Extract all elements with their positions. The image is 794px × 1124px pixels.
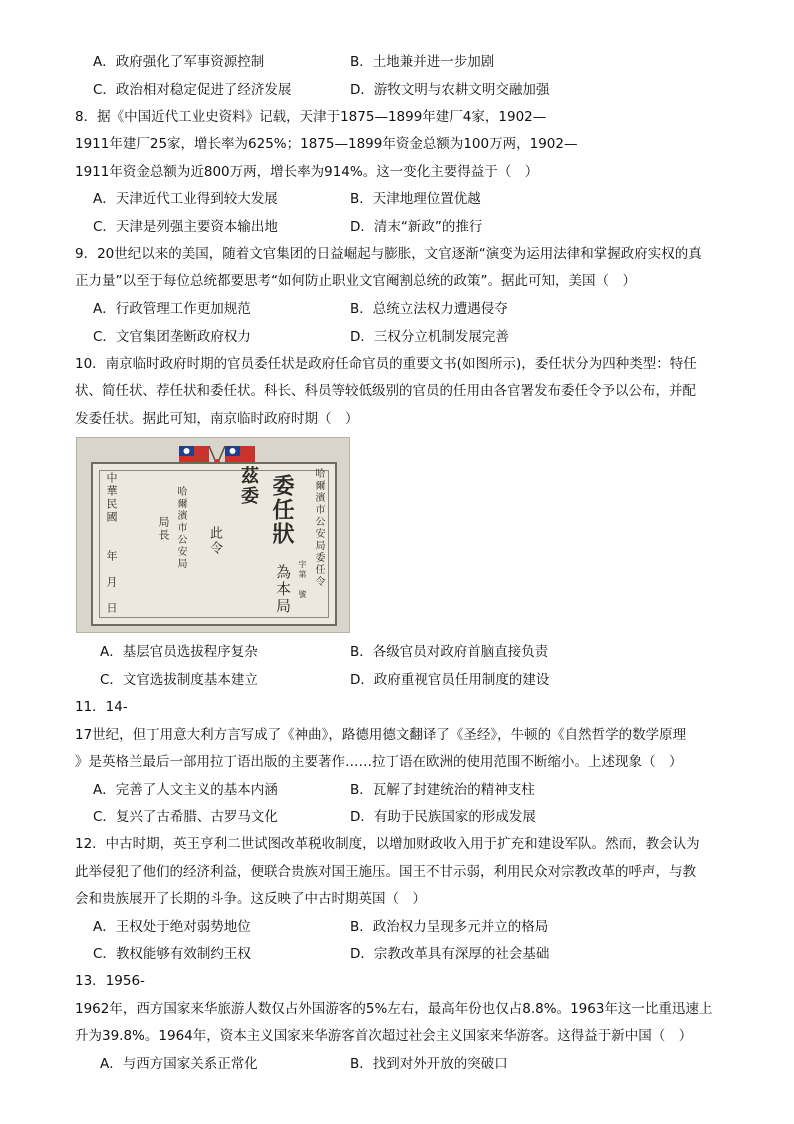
q12-stem-line-2: 此举侵犯了他们的经济利益，便联合贵族对国王施压。国王不甘示弱，利用民众对宗教改革的呼声，与教 xyxy=(75,864,696,880)
q7-option-b: B．土地兼并进一步加剧 xyxy=(350,54,495,70)
certificate-number-column: 字第 號 xyxy=(298,560,307,600)
certificate-chief-column: 局長 xyxy=(157,516,170,542)
certificate-order-column: 此令 xyxy=(207,526,222,556)
q10-option-b: B．各级官员对政府首脑直接负责 xyxy=(350,644,549,660)
q7-option-d: D．游牧文明与农耕文明交融加强 xyxy=(350,82,550,98)
q11-option-d: D．有助于民族国家的形成发展 xyxy=(350,809,536,825)
q10-option-d: D．政府重视官员任用制度的建设 xyxy=(350,672,550,688)
q9-stem-line-2: 正力量”以至于每位总统都要思考“如何防止职业文官阉割总统的政策”。据此可知，美国（ ） xyxy=(75,273,636,289)
q8-stem-line-3: 1911年资金总额为近800万两，增长率为914%。这一变化主要得益于（ ） xyxy=(75,164,539,180)
q8-stem-line-1: 8．据《中国近代工业史资料》记载，天津于1875—1899年建厂4家，1902— xyxy=(75,109,547,125)
q12-option-b: B．政治权力呈现多元并立的格局 xyxy=(350,919,549,935)
q11-stem-line-1: 11．14- xyxy=(75,699,128,715)
q13-option-a: A．与西方国家关系正常化 xyxy=(100,1056,258,1072)
q10-stem-line-1: 10．南京临时政府时期的官员委任状是政府任命官员的重要文书(如图所示)，委任状分为四种类型：特任 xyxy=(75,356,697,372)
q8-option-c: C．天津是列强主要资本输出地 xyxy=(93,219,278,235)
q12-stem-line-3: 会和贵族展开了长期的斗争。这反映了中古时期英国（ ） xyxy=(75,891,426,907)
q8-option-d: D．清末“新政”的推行 xyxy=(350,219,483,235)
q11-option-b: B．瓦解了封建统治的精神支柱 xyxy=(350,782,535,798)
q12-stem-line-1: 12．中古时期，英王亨利二世试图改革税收制度，以增加财政收入用于扩充和建设军队。然而，教会认为 xyxy=(75,836,700,852)
q13-stem-line-3: 升为39.8%。1964年，资本主义国家来华游客首次超过社会主义国家来华游客。这得益于新中国（ ） xyxy=(75,1028,693,1044)
q9-stem-line-1: 9．20世纪以来的美国，随着文官集团的日益崛起与膨胀，文官逐渐“演变为运用法律和掌握政府实权的真 xyxy=(75,246,702,262)
certificate-paper xyxy=(91,462,337,626)
certificate-bureau-column: 為本局 xyxy=(274,564,292,615)
certificate-title: 委任狀 xyxy=(269,474,295,546)
q8-option-b: B．天津地理位置优越 xyxy=(350,191,481,207)
certificate-header-column: 哈爾濱市公安局委任令 xyxy=(313,468,324,588)
q10-stem-line-3: 发委任状。据此可知，南京临时政府时期（ ） xyxy=(75,411,359,427)
appointment-certificate-photo xyxy=(76,437,350,633)
q11-stem-line-3: 》是英格兰最后一部用拉丁语出版的主要著作……拉丁语在欧洲的使用范围不断缩小。上述现象（ ） xyxy=(75,754,683,770)
q7-option-c: C．政治相对稳定促进了经济发展 xyxy=(93,82,292,98)
q10-option-a: A．基层官员选拔程序复杂 xyxy=(100,644,258,660)
q13-option-b: B．找到对外开放的突破口 xyxy=(350,1056,508,1072)
q9-option-c: C．文官集团垄断政府权力 xyxy=(93,329,251,345)
q13-stem-line-2: 1962年，西方国家来华旅游人数仅占外国游客的5%左右，最高年份也仅占8.8%。1963年这一比重迅速上 xyxy=(75,1001,713,1017)
q10-stem-line-2: 状、简任状、荐任状和委任状。科长、科员等较低级别的官员的任用由各官署发布委任令予以公布，并配 xyxy=(75,383,696,399)
q9-option-b: B．总统立法权力遭遇侵夺 xyxy=(350,301,508,317)
q9-option-d: D．三权分立机制发展完善 xyxy=(350,329,509,345)
certificate-date-column: 中華民國 年 月 日 xyxy=(105,472,118,615)
q12-option-c: C．教权能够有效制约王权 xyxy=(93,946,251,962)
certificate-appoint-column: 茲委 xyxy=(238,466,259,506)
q8-stem-line-2: 1911年建厂25家，增长率为625%；1875—1899年资金总额为100万两，1902— xyxy=(75,136,578,152)
q8-option-a: A．天津近代工业得到较大发展 xyxy=(93,191,278,207)
q11-stem-line-2: 17世纪，但丁用意大利方言写成了《神曲》，路德用德文翻译了《圣经》，牛顿的《自然哲学的数学原理 xyxy=(75,727,687,743)
q7-option-a: A．政府强化了军事资源控制 xyxy=(93,54,265,70)
q13-stem-line-1: 13．1956- xyxy=(75,973,145,989)
q11-option-c: C．复兴了古希腊、古罗马文化 xyxy=(93,809,278,825)
q10-option-c: C．文官选拔制度基本建立 xyxy=(100,672,258,688)
q9-option-a: A．行政管理工作更加规范 xyxy=(93,301,251,317)
q12-option-a: A．王权处于绝对弱势地位 xyxy=(93,919,251,935)
certificate-office-column: 哈爾濱市公安局 xyxy=(175,486,186,570)
q12-option-d: D．宗教改革具有深厚的社会基础 xyxy=(350,946,550,962)
q11-option-a: A．完善了人文主义的基本内涵 xyxy=(93,782,278,798)
